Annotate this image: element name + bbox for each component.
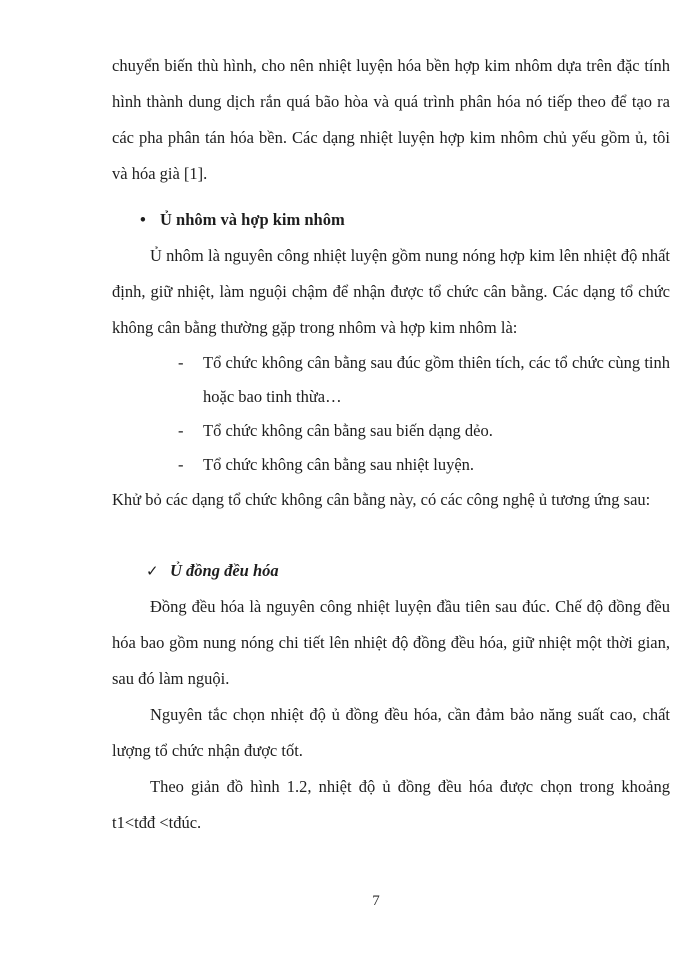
section-heading-label: Ủ nhôm và hợp kim nhôm (160, 210, 345, 229)
list-item (112, 346, 670, 414)
subsection-heading-label: Ủ đồng đều hóa (170, 561, 279, 580)
paragraph-intro-continuation: chuyển biến thù hình, cho nên nhiệt luyện hóa bền hợp kim nhôm dựa trên đặc tính hình thành dung dịch rắn quá bão hòa và quá trình phân hóa nó tiếp theo để tạo ra các pha phân tán hóa bền. Các dạng nhiệt luyện hợp kim nhôm chủ yếu gồm ủ, tôi và hóa già [1]. (112, 56, 670, 183)
page-number: 7 (372, 893, 380, 909)
subsection-heading-u-dong-deu-hoa (112, 553, 670, 589)
list-item-text: Tổ chức không cân bằng sau đúc gồm thiên tích, các tổ chức cùng tinh hoặc bao tinh thừa… (203, 353, 670, 406)
paragraph-theo-gian-do: Theo giản đồ hình 1.2, nhiệt độ ủ đồng đều hóa được chọn trong khoảng t1<tđđ <tđúc. (112, 777, 670, 832)
list-item-text: Tổ chức không cân bằng sau biến dạng dẻo. (203, 421, 493, 440)
paragraph-khu-bo: Khử bỏ các dạng tổ chức không cân bằng này, có các công nghệ ủ tương ứng sau: (112, 490, 651, 509)
list-item-text: Tổ chức không cân bằng sau nhiệt luyện. (203, 455, 475, 474)
bullet-icon: • (140, 210, 146, 229)
dash-list (112, 346, 670, 482)
section-heading-u-nhom (112, 202, 670, 238)
paragraph-u-nhom-definition: Ủ nhôm là nguyên công nhiệt luyện gồm nung nóng hợp kim lên nhiệt độ nhất định, giữ nhiệt, làm nguội chậm để nhận được tổ chức cân bằng. Các dạng tổ chức không cân bằng thường gặp trong nhôm và hợp kim nhôm là: (112, 246, 670, 337)
paragraph-nguyen-tac: Nguyên tắc chọn nhiệt độ ủ đồng đều hóa, cần đảm bảo năng suất cao, chất lượng tổ chức nhận được tốt. (112, 705, 670, 760)
dash-icon: - (178, 421, 184, 440)
list-item (112, 414, 670, 448)
list-item (112, 448, 670, 482)
paragraph-dong-deu-hoa: Đồng đều hóa là nguyên công nhiệt luyện đầu tiên sau đúc. Chế độ đồng đều hóa bao gồm nung nóng chi tiết lên nhiệt độ đồng đều hóa, giữ nhiệt một thời gian, sau đó làm nguội. (112, 597, 670, 688)
dash-icon: - (178, 455, 184, 474)
dash-icon: - (178, 353, 184, 372)
checkmark-icon: ✓ (146, 562, 159, 580)
